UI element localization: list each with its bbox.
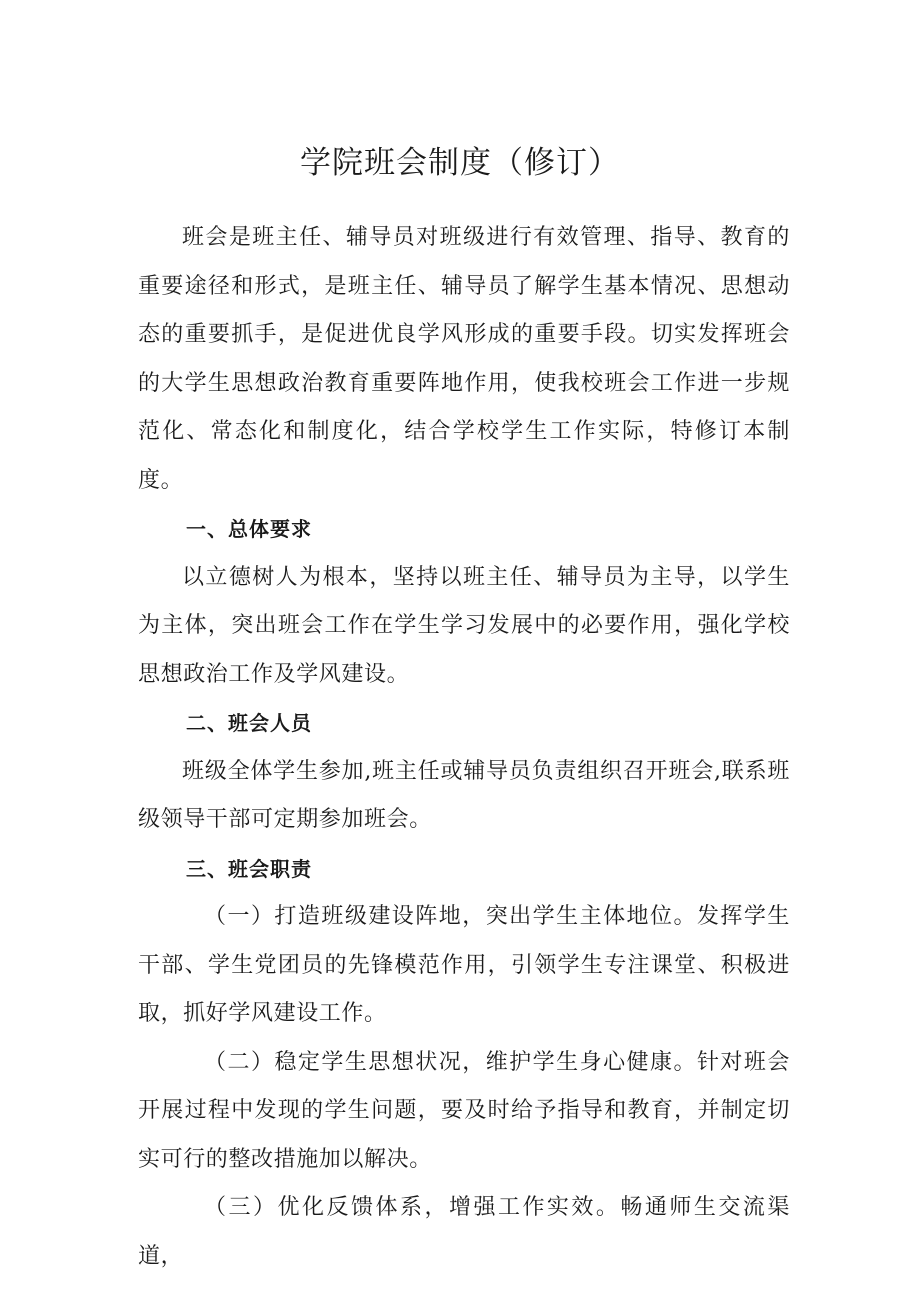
section-heading-general-requirements: 一、总体要求 <box>186 517 312 541</box>
document-title: 学院班会制度（修订） <box>300 145 620 181</box>
duty-item-1: （一）打造班级建设阵地，突出学生主体地位。发挥学生干部、学生党团员的先锋模范作用，引领学生专注课堂、积极进取，抓好学风建设工作。 <box>138 904 790 1026</box>
intro-paragraph: 班会是班主任、辅导员对班级进行有效管理、指导、教育的重要途径和形式，是班主任、辅导员了解学生基本情况、思想动态的重要抓手，是促进优良学风形成的重要手段。切实发挥班会的大学生思想政治教育重要阵地作用，使我校班会工作进一步规范化、常态化和制度化，结合学校学生工作实际，特修订本制度。 <box>138 225 790 493</box>
duty-item-2: （二）稳定学生思想状况，维护学生身心健康。针对班会开展过程中发现的学生问题，要及时给予指导和教育，并制定切实可行的整改措施加以解决。 <box>138 1049 790 1172</box>
document-body <box>138 214 790 1281</box>
section-heading-meeting-duties: 三、班会职责 <box>186 856 312 881</box>
section-paragraph-meeting-participants: 班级全体学生参加,班主任或辅导员负责组织召开班会,联系班级领导干部可定期参加班会。 <box>138 758 790 832</box>
section-paragraph-general-requirements: 以立德树人为根本，坚持以班主任、辅导员为主导，以学生为主体，突出班会工作在学生学习发展中的必要作用，强化学校思想政治工作及学风建设。 <box>138 564 790 687</box>
section-heading-meeting-participants: 二、班会人员 <box>186 711 312 735</box>
duty-item-3: （三）优化反馈体系，增强工作实效。畅通师生交流渠道， <box>138 1195 790 1269</box>
